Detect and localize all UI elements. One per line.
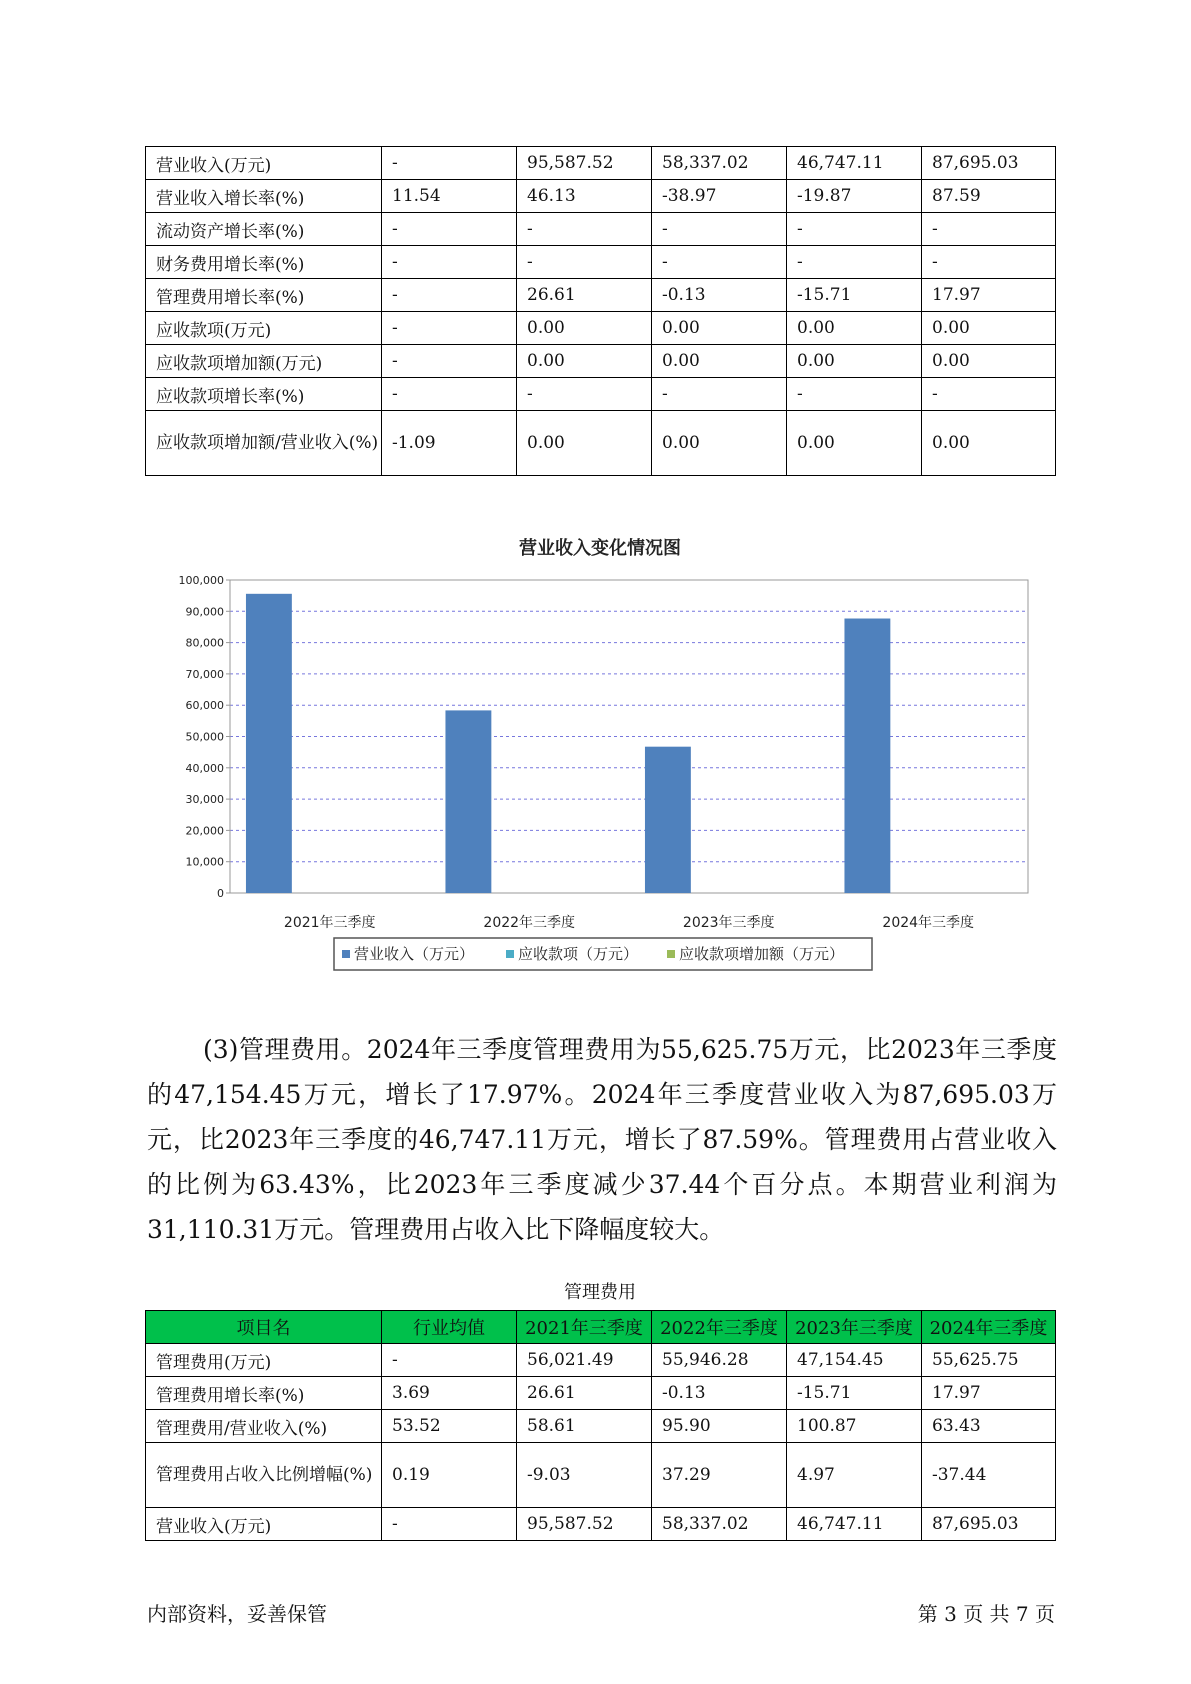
cell: 58,337.02 xyxy=(652,1508,787,1541)
cell: 0.00 xyxy=(787,345,922,378)
row-label: 应收款项(万元) xyxy=(146,312,382,345)
cell: 0.00 xyxy=(652,411,787,476)
y-tick-label: 100,000 xyxy=(178,574,224,587)
cell: - xyxy=(652,246,787,279)
cell: -1.09 xyxy=(382,411,517,476)
cell: 46.13 xyxy=(517,180,652,213)
row-label: 应收款项增加额(万元) xyxy=(146,345,382,378)
cell: 55,625.75 xyxy=(922,1344,1056,1377)
cell: 0.00 xyxy=(517,411,652,476)
legend-entry: 应收款项（万元） xyxy=(518,945,639,963)
x-tick-label: 2022年三季度 xyxy=(483,915,576,931)
cell: 0.00 xyxy=(787,411,922,476)
y-tick-label: 20,000 xyxy=(185,824,224,838)
legend-swatch xyxy=(506,950,514,958)
cell: 95,587.52 xyxy=(517,147,652,180)
cell: -0.13 xyxy=(652,1377,787,1410)
legend xyxy=(334,938,872,970)
table-row xyxy=(146,1508,1056,1541)
y-tick-label: 60,000 xyxy=(185,699,224,713)
table-row xyxy=(146,1443,1056,1508)
financial-indicators-table xyxy=(145,146,1056,476)
cell: - xyxy=(652,213,787,246)
cell: -15.71 xyxy=(787,1377,922,1410)
header-cell: 2021年三季度 xyxy=(517,1311,652,1344)
cell: 0.00 xyxy=(652,345,787,378)
cell: 46,747.11 xyxy=(787,1508,922,1541)
row-label: 营业收入(万元) xyxy=(146,147,382,180)
cell: - xyxy=(517,378,652,411)
cell: 87,695.03 xyxy=(922,147,1056,180)
cell: 87.59 xyxy=(922,180,1056,213)
cell: - xyxy=(382,279,517,312)
cell: - xyxy=(922,213,1056,246)
cell: 4.97 xyxy=(787,1443,922,1508)
cell: - xyxy=(652,378,787,411)
cell: - xyxy=(922,246,1056,279)
cell: 100.87 xyxy=(787,1410,922,1443)
cell: 46,747.11 xyxy=(787,147,922,180)
row-label: 流动资产增长率(%) xyxy=(146,213,382,246)
cell: 87,695.03 xyxy=(922,1508,1056,1541)
row-label: 应收款项增加额/营业收入(%) xyxy=(146,411,382,476)
header-cell: 2024年三季度 xyxy=(922,1311,1056,1344)
table-row xyxy=(146,180,1056,213)
table-row xyxy=(146,411,1056,476)
y-tick-label: 0 xyxy=(217,887,224,900)
cell: - xyxy=(382,147,517,180)
row-label: 管理费用/营业收入(%) xyxy=(146,1410,382,1443)
footer-page-number: 第 3 页 共 7 页 xyxy=(917,1602,1055,1626)
row-label: 管理费用占收入比例增幅(%) xyxy=(146,1443,382,1508)
cell: 0.00 xyxy=(922,411,1056,476)
row-label: 营业收入(万元) xyxy=(146,1508,382,1541)
bar xyxy=(844,619,890,893)
x-tick-label: 2024年三季度 xyxy=(882,915,975,931)
cell: 56,021.49 xyxy=(517,1344,652,1377)
cell: - xyxy=(382,246,517,279)
cell: 3.69 xyxy=(382,1377,517,1410)
cell: 53.52 xyxy=(382,1410,517,1443)
cell: - xyxy=(382,1508,517,1541)
y-tick-label: 70,000 xyxy=(185,667,224,681)
cell: -37.44 xyxy=(922,1443,1056,1508)
y-axis-ticks xyxy=(179,574,231,900)
cell: -9.03 xyxy=(517,1443,652,1508)
y-tick-label: 90,000 xyxy=(185,605,224,619)
table-caption: 管理费用 xyxy=(564,1282,636,1303)
cell: 0.00 xyxy=(922,345,1056,378)
bar xyxy=(645,747,691,893)
cell: 17.97 xyxy=(922,1377,1056,1410)
gridlines xyxy=(230,611,1028,861)
table-row xyxy=(146,1344,1056,1377)
y-tick-label: 80,000 xyxy=(185,636,224,650)
header-cell: 行业均值 xyxy=(382,1311,517,1344)
cell: -0.13 xyxy=(652,279,787,312)
paragraph-text: (3)管理费用。2024年三季度管理费用为55,625.75万元，比2023年三季度的47,154.45万元，增长了17.97%。2024年三季度营业收入为87,695.03万元，比2023年三季度的46,747.11万元，增长了87.59%。管理费用占营业收入的比例为63.43%，比2023年三季度减少37.44个百分点。本期营业利润为31,110.31万元。管理费用占收入比下降幅度较大。 xyxy=(147,1035,1057,1244)
cell: 58,337.02 xyxy=(652,147,787,180)
cell: -15.71 xyxy=(787,279,922,312)
legend-swatch xyxy=(342,950,350,958)
cell: - xyxy=(382,345,517,378)
x-tick-label: 2021年三季度 xyxy=(283,915,376,931)
cell: 0.00 xyxy=(652,312,787,345)
table-row xyxy=(146,213,1056,246)
cell: 11.54 xyxy=(382,180,517,213)
table-row xyxy=(146,1377,1056,1410)
cell: - xyxy=(517,213,652,246)
row-label: 管理费用增长率(%) xyxy=(146,279,382,312)
cell: 0.00 xyxy=(517,312,652,345)
y-tick-label: 40,000 xyxy=(185,761,224,775)
cell: - xyxy=(382,312,517,345)
header-cell: 项目名 xyxy=(146,1311,382,1344)
cell: - xyxy=(787,213,922,246)
cell: 0.00 xyxy=(517,345,652,378)
cell: 17.97 xyxy=(922,279,1056,312)
cell: 95,587.52 xyxy=(517,1508,652,1541)
cell: - xyxy=(922,378,1056,411)
cell: - xyxy=(517,246,652,279)
legend-entry: 营业收入（万元） xyxy=(354,945,475,963)
row-label: 管理费用增长率(%) xyxy=(146,1377,382,1410)
table-row xyxy=(146,345,1056,378)
management-expense-table xyxy=(145,1310,1056,1541)
legend-entry: 应收款项增加额（万元） xyxy=(679,945,845,963)
table-header-row xyxy=(146,1311,1056,1344)
table-row xyxy=(146,246,1056,279)
revenue-bar-chart xyxy=(150,530,1040,990)
cell: 0.00 xyxy=(787,312,922,345)
x-tick-label: 2023年三季度 xyxy=(682,915,775,931)
cell: 37.29 xyxy=(652,1443,787,1508)
cell: - xyxy=(787,246,922,279)
y-tick-label: 50,000 xyxy=(185,730,224,744)
legend-swatch xyxy=(667,950,675,958)
bars xyxy=(246,594,890,893)
chart-title: 营业收入变化情况图 xyxy=(519,538,681,559)
cell: 26.61 xyxy=(517,279,652,312)
x-axis-ticks xyxy=(284,914,974,931)
y-tick-label: 30,000 xyxy=(185,793,224,807)
management-expense-paragraph xyxy=(147,1027,1057,1252)
cell: - xyxy=(787,378,922,411)
header-cell: 2022年三季度 xyxy=(652,1311,787,1344)
cell: - xyxy=(382,378,517,411)
table-row xyxy=(146,147,1056,180)
cell: -38.97 xyxy=(652,180,787,213)
cell: -19.87 xyxy=(787,180,922,213)
table-row xyxy=(146,1410,1056,1443)
cell: 0.19 xyxy=(382,1443,517,1508)
table-row xyxy=(146,312,1056,345)
cell: 47,154.45 xyxy=(787,1344,922,1377)
row-label: 应收款项增长率(%) xyxy=(146,378,382,411)
cell: 95.90 xyxy=(652,1410,787,1443)
bar xyxy=(445,710,491,893)
y-tick-label: 10,000 xyxy=(185,855,224,869)
cell: 55,946.28 xyxy=(652,1344,787,1377)
row-label: 管理费用(万元) xyxy=(146,1344,382,1377)
cell: 26.61 xyxy=(517,1377,652,1410)
table-row xyxy=(146,279,1056,312)
cell: 0.00 xyxy=(922,312,1056,345)
cell: 63.43 xyxy=(922,1410,1056,1443)
row-label: 营业收入增长率(%) xyxy=(146,180,382,213)
row-label: 财务费用增长率(%) xyxy=(146,246,382,279)
footer-confidential-note: 内部资料，妥善保管 xyxy=(147,1602,327,1626)
bar xyxy=(246,594,292,893)
table-row xyxy=(146,378,1056,411)
header-cell: 2023年三季度 xyxy=(787,1311,922,1344)
cell: - xyxy=(382,213,517,246)
cell: - xyxy=(382,1344,517,1377)
cell: 58.61 xyxy=(517,1410,652,1443)
